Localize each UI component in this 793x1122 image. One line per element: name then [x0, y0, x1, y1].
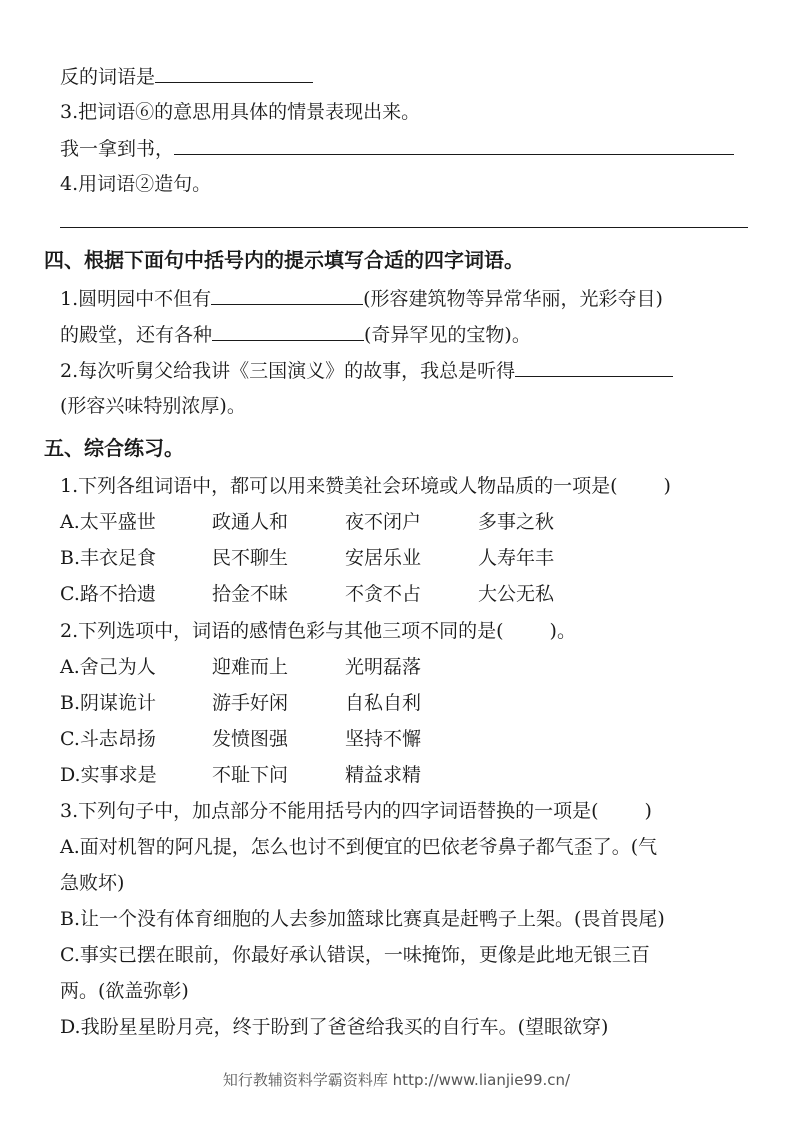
section-5-q3-stem [60, 797, 753, 825]
section-5-q1-option-c[interactable] [60, 580, 753, 608]
section-5-q1-close-paren: ) [663, 475, 671, 497]
section-5-q1-option-b[interactable] [60, 544, 753, 572]
option-term: B.丰衣足食 [60, 547, 157, 569]
section-4-q2-line2: (形容兴味特别浓厚)。 [60, 395, 246, 417]
section-4-q1-part-a: 1.圆明园中不但有 [60, 288, 212, 310]
option-term: 坚持不懈 [345, 728, 422, 750]
question-4-answer-blank[interactable] [60, 227, 748, 228]
option-term: 迎难而上 [212, 656, 289, 678]
section-5-q2-option-b[interactable] [60, 689, 753, 717]
option-term: 光明磊落 [345, 656, 422, 678]
section-5-q2-stem [60, 617, 753, 645]
section-5-heading: 五、综合练习。 [44, 436, 184, 460]
section-5-q3-option-b[interactable]: B.让一个没有体育细胞的人去参加篮球比赛真是赶鸭子上架。(畏首畏尾) [60, 908, 665, 930]
section-5-q2-option-a[interactable] [60, 653, 753, 681]
section-4-q1-line2 [60, 320, 753, 349]
section-4-q2-line1 [60, 356, 753, 385]
option-term: A.太平盛世 [60, 511, 156, 533]
option-term: 发愤图强 [212, 728, 289, 750]
section-5-q2-close-paren: )。 [549, 620, 576, 642]
option-term: 多事之秋 [478, 511, 555, 533]
option-term: 人寿年丰 [478, 547, 555, 569]
section-5-q3-close-paren: ) [644, 800, 652, 822]
section-5-q3-option-c-line1[interactable]: C.事实已摆在眼前，你最好承认错误，一味掩饰，更像是此地无银三百 [60, 944, 650, 966]
option-term: 不贪不占 [345, 583, 422, 605]
antonym-line [60, 62, 753, 91]
option-term: 夜不闭户 [345, 511, 422, 533]
section-5-q3-option-a-line1[interactable]: A.面对机智的阿凡提，怎么也讨不到便宜的巴依老爷鼻子都气歪了。(气 [60, 836, 658, 858]
section-5-q2-option-d[interactable] [60, 761, 753, 789]
option-term: B.阴谋诡计 [60, 692, 157, 714]
option-term: A.舍己为人 [60, 656, 156, 678]
section-5-q2-stem-text: 2.下列选项中，词语的感情色彩与其他三项不同的是( [60, 620, 504, 642]
option-term: 拾金不昧 [212, 583, 289, 605]
section-5-q3-option-d[interactable]: D.我盼星星盼月亮，终于盼到了爸爸给我买的自行车。(望眼欲穿) [60, 1016, 609, 1038]
antonym-prefix: 反的词语是 [60, 66, 156, 88]
option-term: 安居乐业 [345, 547, 422, 569]
option-term: D.实事求是 [60, 764, 157, 786]
question-3-text: 3.把词语⑥的意思用具体的情景表现出来。 [60, 101, 421, 123]
option-term: C.路不拾遗 [60, 583, 156, 605]
section-5-q1-stem [60, 472, 753, 500]
footer-watermark: 知行教辅资料学霸资料库 http://www.lianjie99.cn/ [222, 1071, 571, 1089]
option-term: 不耻下问 [212, 764, 289, 786]
section-4-q2-blank[interactable] [515, 356, 673, 377]
option-term: 自私自利 [345, 692, 422, 714]
option-term: C.斗志昂扬 [60, 728, 156, 750]
option-term: 政通人和 [212, 511, 289, 533]
section-4-q1-part-b: (形容建筑物等异常华丽，光彩夺目) [363, 288, 663, 310]
question-3-answer-line [60, 134, 753, 163]
question-4-text: 4.用词语②造句。 [60, 173, 212, 195]
section-5-q3-option-c-line2[interactable]: 两。(欲盖弥彰) [60, 980, 189, 1002]
section-5-q3-option-a-line2[interactable]: 急败坏) [60, 872, 125, 894]
question-3-answer-blank[interactable] [174, 134, 734, 155]
section-4-q1-blank-2[interactable] [212, 320, 364, 341]
section-5-q2-option-c[interactable] [60, 725, 753, 753]
option-term: 游手好闲 [212, 692, 289, 714]
question-3-answer-prefix: 我一拿到书， [60, 138, 175, 160]
section-4-q1-blank-1[interactable] [211, 284, 363, 305]
section-4-heading: 四、根据下面句中括号内的提示填写合适的四字词语。 [44, 248, 524, 272]
option-term: 大公无私 [478, 583, 555, 605]
section-5-q1-stem-text: 1.下列各组词语中，都可以用来赞美社会环境或人物品质的一项是( [60, 475, 618, 497]
section-4-q1-line1 [60, 284, 753, 313]
section-5-q1-option-a[interactable] [60, 508, 753, 536]
antonym-blank[interactable] [155, 62, 313, 83]
option-term: 精益求精 [345, 764, 422, 786]
section-4-q2-part-a: 2.每次听舅父给我讲《三国演义》的故事，我总是听得 [60, 360, 516, 382]
section-4-q1-part-d: (奇异罕见的宝物)。 [364, 324, 531, 346]
option-term: 民不聊生 [212, 547, 289, 569]
section-4-q1-part-c: 的殿堂，还有各种 [60, 324, 213, 346]
section-5-q3-stem-text: 3.下列句子中，加点部分不能用括号内的四字词语替换的一项是( [60, 800, 599, 822]
